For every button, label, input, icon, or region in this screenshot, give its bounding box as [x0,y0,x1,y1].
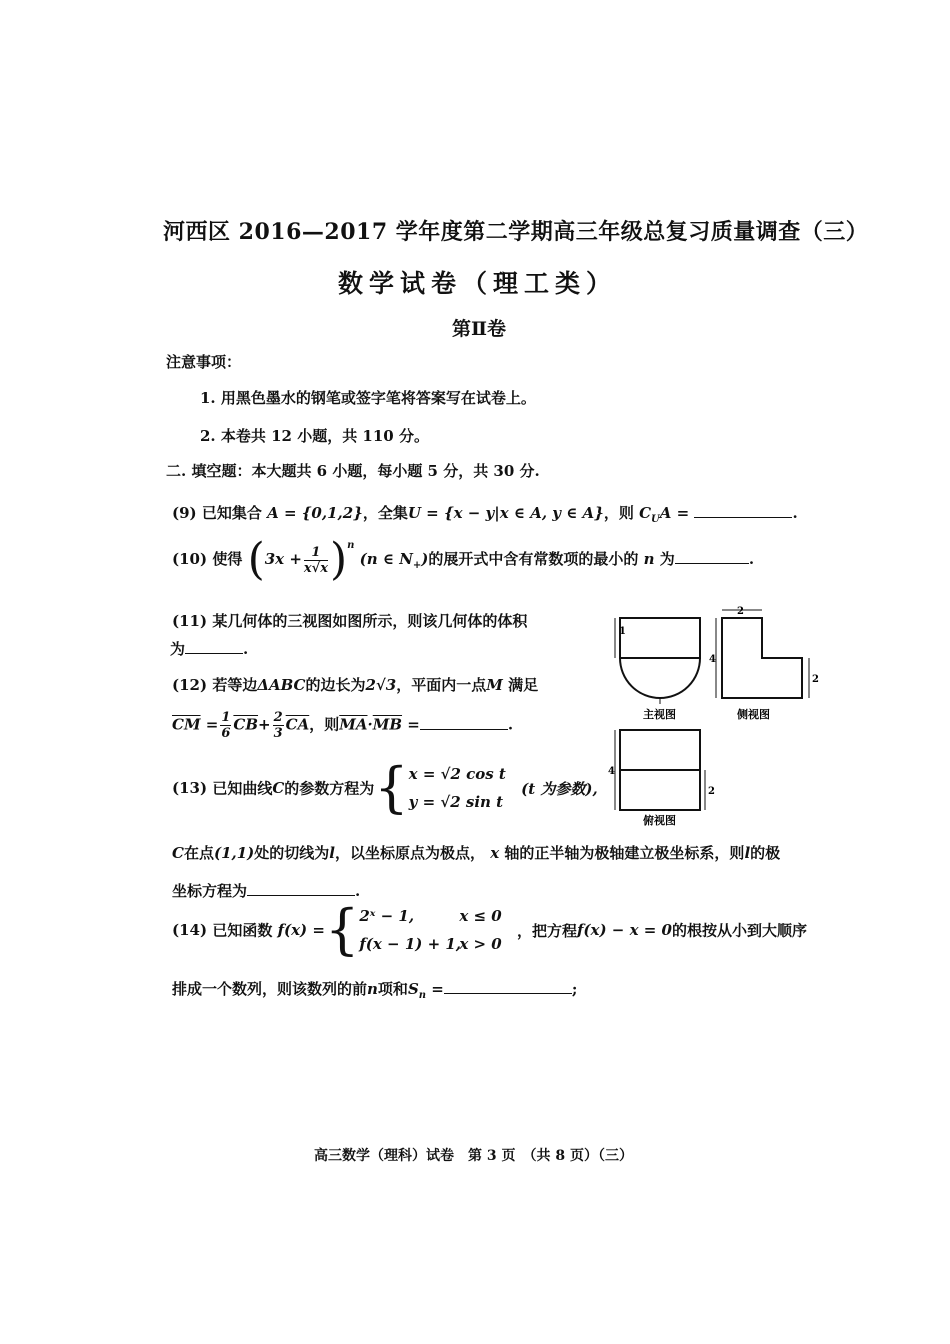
question-14-line2 [172,978,577,1001]
q10-cond-sub: + [412,560,422,571]
q13-curve: C [272,779,285,797]
q12-f2-num: 2 [273,710,283,725]
top-view [615,730,705,810]
question-11 [172,610,527,631]
q13-l2-f: 的极 [750,844,781,862]
q12-text-b: 的边长为 [305,676,366,694]
q10-end: . [748,550,755,568]
q13-l2-b: 在点 [183,844,214,862]
q12-text-e: ，则 [309,715,340,734]
q10-left-paren: ( [247,534,265,585]
q9-set-u: U = {x − y|x ∈ A, y ∈ A} [407,504,604,522]
question-12-line2 [172,710,513,741]
note-item-1: 1. 用黑色墨水的钢笔或签字笔将答案写在试卷上。 [200,389,536,407]
q12-point: M [486,676,503,694]
q10-exponent: n [347,540,355,551]
q10-lead: 3x + [264,550,302,568]
q9-answer-blank [694,503,792,518]
q13-answer-blank [247,881,355,896]
q12-triangle: ΔABC [257,676,306,694]
q14-case-row-1 [359,902,501,930]
q14-sn-sub: n [418,990,427,1001]
q14-cases [359,902,501,958]
q11-text-a: 某几何体的三视图如图所示，则该几何体的体积 [212,612,528,630]
q13-brace: { [374,756,409,819]
q14-case-row-2 [359,930,501,958]
q12-f1-den: 6 [221,726,231,741]
q12-vec-cm: $\overline{CM}$ [172,715,201,734]
top-dim-left: 4 [608,766,615,777]
section-heading: 二. 填空题：本大题共 6 小题，每小题 5 分，共 30 分. [166,462,540,480]
q10-text-b: 的展开式中含有常数项的最小的 [428,550,639,568]
q10-condition [359,550,429,571]
q14-sn-s: S [407,980,419,998]
q13-l2-l: l [329,844,335,862]
q14-equation: f(x) − x = 0 [576,921,672,939]
q10-frac-den: x√x [303,560,328,576]
notes-heading: 注意事项： [166,353,242,371]
q13-end: . [355,882,361,900]
q9-text-a: 已知集合 [201,504,262,522]
q9-text-c: ，则 [603,504,634,522]
q13-text-b: 的参数方程为 [284,779,375,798]
q12-plus: + [258,715,271,734]
q14-sn [407,980,427,1001]
q11-text-b: 为 [170,640,186,658]
q9-expr-c: C [639,504,652,522]
q12-side: 2√3 [365,676,397,694]
q13-l2-c: C [172,844,184,862]
q14-cond1: x ≤ 0 [459,907,502,925]
side-dim-top: 2 [737,606,744,617]
q9-expr-sub: U [651,514,660,525]
question-10 [172,534,755,585]
q14-l2-text: 排成一个数列，则该数列的前 [172,980,368,998]
q14-l2-eq: = [431,980,444,998]
top-view-label: 俯视图 [643,814,676,827]
q9-text-b: ，全集 [362,504,408,522]
q9-expr [639,504,690,525]
q14-text-a: 已知函数 [212,921,273,940]
q13-system [409,760,506,816]
q9-expr-tail: A = [659,504,690,522]
q13-l3-text: 坐标方程为 [172,882,248,900]
q12-text-c: ，平面内一点 [396,676,487,694]
q10-cond-a: (n ∈ N [359,550,413,568]
q13-l2-d: ，以坐标原点为极点， [334,844,485,862]
q12-vec-mb: $\overline{MB}$ [372,715,403,734]
q14-number: (14) [172,921,208,939]
q14-l2-n: n [367,980,378,998]
q13-l2-x: x [490,844,500,862]
q11-answer-blank [185,639,243,654]
front-view-label: 主视图 [643,708,676,721]
q13-number: (13) [172,779,208,797]
q12-vec-ma: $\overline{MA}$ [339,715,368,734]
q12-end: . [507,715,514,734]
q12-dot: · [367,715,373,734]
q12-frac-2 [273,710,284,741]
front-dim-left: 1 [619,626,626,637]
q12-f2-den: 3 [273,726,283,741]
q12-answer-blank [420,715,508,730]
q10-number: (10) [172,550,208,568]
q13-l2-e: 轴的正半轴为极轴建立极坐标系，则 [504,844,745,862]
volume-label: 第Ⅱ卷 [452,318,507,340]
q14-case2: f(x − 1) + 1, [359,935,462,953]
q12-frac-1 [220,710,231,741]
q9-set-a: A = {0,1,2} [267,504,363,522]
side-view-label: 侧视图 [737,708,770,721]
q13-eq2: y = √2 sin t [408,793,504,811]
q14-fx: f(x) = [277,921,325,939]
q12-eq2: = [407,715,420,734]
q12-number: (12) [172,676,208,694]
q10-text-c: 为 [659,550,675,568]
q14-cond2: x > 0 [459,935,502,953]
q10-fraction [304,545,328,576]
q14-text-b: ，把方程 [516,921,577,940]
q12-eq: = [205,715,219,734]
side-dim-right: 2 [812,674,819,685]
exam-title: 河西区 2016—2017 学年度第二学期高三年级总复习质量调查（三） [163,219,869,245]
question-13-line2 [172,842,780,863]
side-dim-left: 4 [709,654,716,665]
q14-l2-b: 项和 [377,980,408,998]
side-view [716,610,809,698]
q9-number: (9) [172,504,197,522]
q13-text-a: 已知曲线 [212,779,273,798]
note-item-2: 2. 本卷共 12 小题，共 110 分。 [200,427,429,445]
q11-number: (11) [172,612,208,630]
q12-f1-num: 1 [221,710,231,725]
q12-vec-cb: $\overline{CB}$ [233,715,259,734]
q10-answer-blank [675,549,749,564]
q14-brace: { [324,898,360,961]
q10-var: n [643,550,655,568]
q14-answer-blank [444,979,572,994]
q12-vec-ca: $\overline{CA}$ [285,715,310,734]
question-13 [172,756,598,819]
q13-l2-c2: 处的切线为 [254,844,330,862]
q14-end: ; [571,980,578,998]
q13-l2-point: (1,1) [213,844,255,862]
question-9 [172,502,798,525]
q14-text-c: 的根按从小到大顺序 [671,921,807,940]
q12-text-a: 若等边 [212,676,258,694]
three-view-figure [605,600,825,830]
page-footer: 高三数学（理科）试卷 第 3 页 （共 8 页）（三） [314,1148,633,1164]
q12-text-d: 满足 [508,676,539,694]
question-11-line2 [170,638,248,659]
q13-param: (t 为参数), [521,779,598,798]
q11-end: . [243,640,249,658]
q10-right-paren: ) [329,534,348,585]
q10-frac-num: 1 [304,545,328,561]
q9-end: . [792,504,798,522]
q13-eq1: x = √2 cos t [408,765,506,783]
front-view [615,618,700,704]
q14-case1: 2ˣ − 1, [359,907,415,925]
q10-text-a: 使得 [212,550,243,568]
q10-cond-end: ) [421,550,429,568]
exam-subtitle: 数学试卷（理工类） [338,269,618,298]
question-14 [172,898,807,961]
top-dim-right: 2 [708,786,715,797]
question-12 [172,674,538,695]
q13-l2-l2: l [744,844,751,862]
